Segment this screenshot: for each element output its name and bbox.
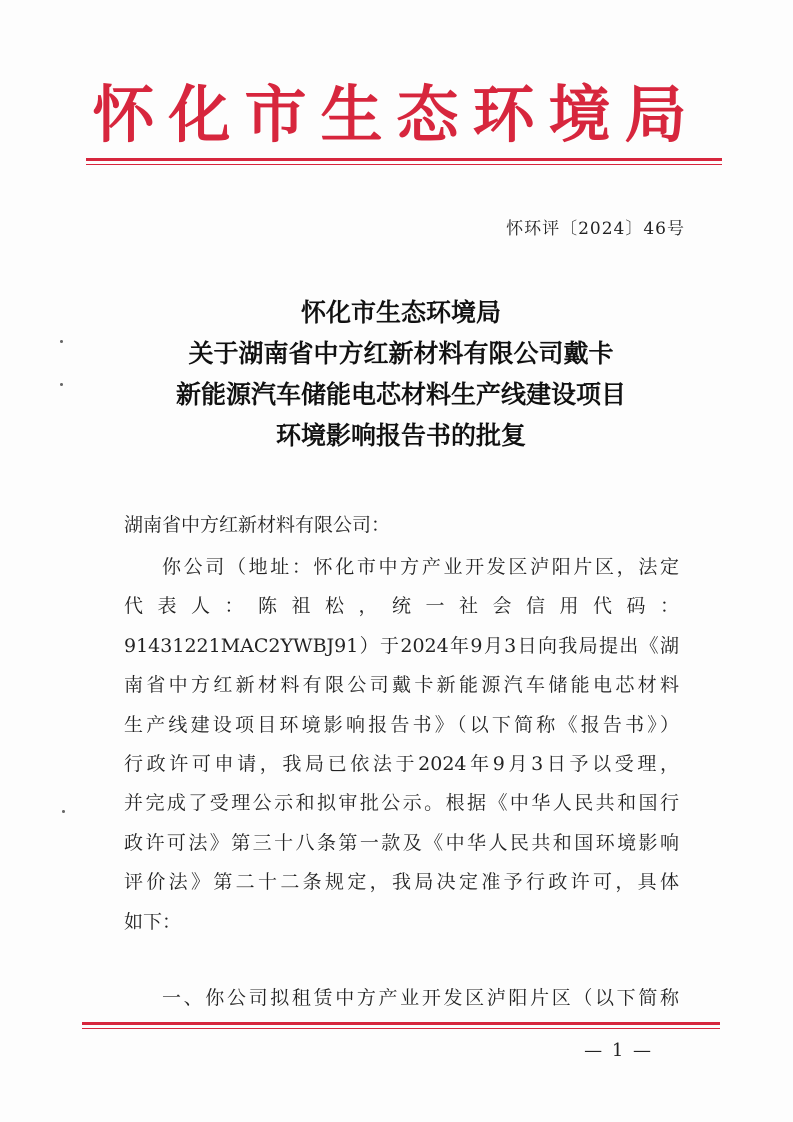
section-one-line: 一、你公司拟租赁中方产业开发区泸阳片区（以下简称 [162,987,679,1009]
body-line: 你公司（地址：怀化市中方产业开发区泸阳片区，法定 [162,556,679,578]
body-line: 政许可法》第三十八条第一款及《中华人民共和国环境影响 [124,831,679,854]
body-line: 行政许可申请，我局已依法于2024年9月3日予以受理， [124,753,679,776]
scan-mark [60,383,63,386]
title-line: 怀化市生态环境局 [300,298,501,327]
page-number: — 1 — [584,1040,653,1061]
body-line: 南省中方红新材料有限公司戴卡新能源汽车储能电芯材料 [124,674,679,697]
agency-header-title: 怀化市生态环境局 [92,78,701,151]
body-line: 并完成了受理公示和拟审批公示。根据《中华人民共和国行 [124,792,679,815]
title-line: 环境影响报告书的批复 [275,421,526,450]
document-title [90,292,712,456]
body-line: 如下： [124,910,182,933]
body-paragraph [124,548,679,942]
body-line: 生产线建设项目环境影响报告书》（以下简称《报告书》） [124,713,679,736]
scan-mark [60,340,63,343]
title-line: 关于湖南省中方红新材料有限公司戴卡 [188,339,614,368]
body-line: 代表人：陈祖松，统一社会信用代码： [124,595,679,618]
header-red-rule [86,158,722,165]
addressee: 湖南省中方红新材料有限公司： [124,514,391,536]
scan-mark [62,810,65,813]
document-number: 怀环评〔2024〕46号 [506,219,685,239]
body-line: 评价法》第二十二条规定，我局决定准予行政许可，具体 [124,871,679,894]
title-line: 新能源汽车储能电芯材料生产线建设项目 [175,380,626,409]
body-line: 91431221MAC2YWBJ91）于2024年9月3日向我局提出《湖 [124,634,679,657]
footer-red-rule [82,1022,720,1029]
